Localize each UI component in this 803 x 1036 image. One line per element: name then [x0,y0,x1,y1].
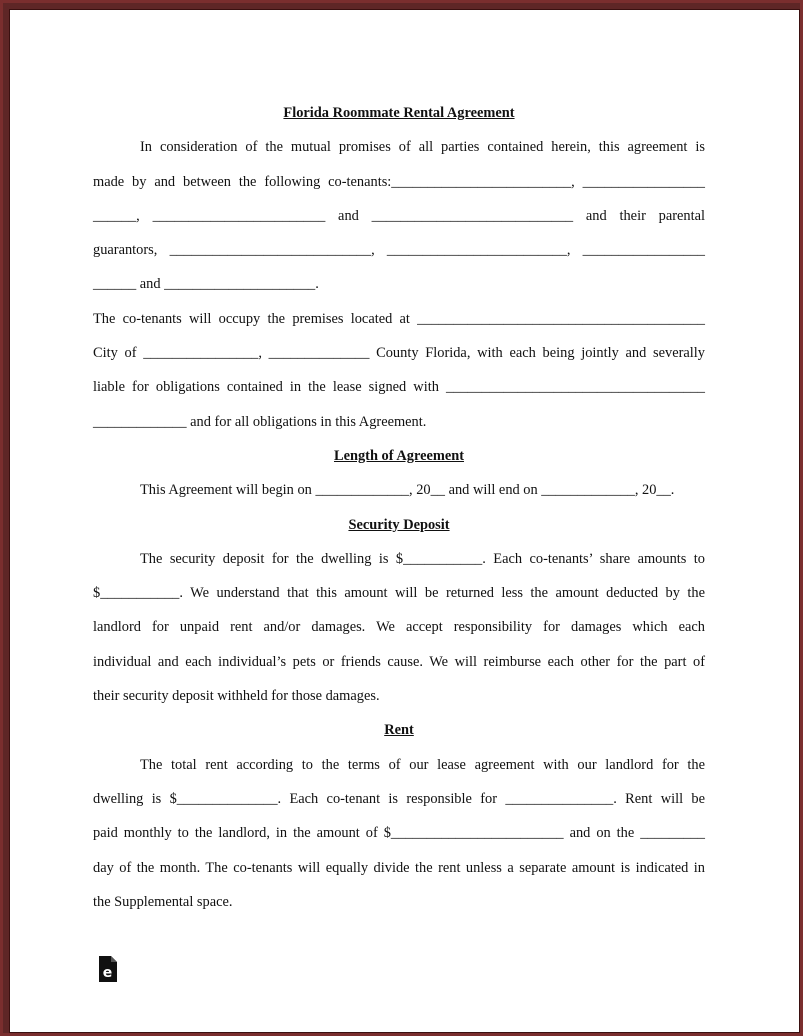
deposit-line-5: their security deposit withheld for those damages. [93,688,380,705]
rent-line-2: dwelling is $______________. Each co-tenant is responsible for _______________. Rent will be [93,790,705,807]
rent-line-3: paid monthly to the landlord, in the amount of $________________________ and on the _________ [93,825,705,842]
rent-line-4: day of the month. The co-tenants will equally divide the rent unless a separate amount is indicated in [93,859,705,876]
deposit-line-1: The security deposit for the dwelling is $___________. Each co-tenants’ share amounts to [140,550,705,567]
deposit-line-2: $___________. We understand that this amount will be returned less the amount deducted by the [93,585,705,602]
document-title: Florida Roommate Rental Agreement [283,105,515,121]
intro-line-3: ______, ________________________ and ____________________________ and their parental [93,207,705,224]
intro-line-1: In consideration of the mutual promises of all parties contained herein, this agreement is [140,139,705,156]
eforms-logo-icon [98,955,118,983]
rent-line-5: the Supplemental space. [93,893,233,910]
deposit-line-4: individual and each individual’s pets or friends cause. We will reimburse each other for the part of [93,653,705,670]
intro-line-5: ______ and _____________________. [93,276,319,293]
intro-line-4: guarantors, ____________________________, _________________________, _________________ [93,242,705,259]
premises-line-3: liable for obligations contained in the lease signed with ____________________________________ [93,379,705,396]
logo-letter: e [102,965,113,981]
rent-heading: Rent [384,722,414,739]
premises-line-1: The co-tenants will occupy the premises located at ________________________________________ [93,310,705,327]
deposit-heading: Security Deposit [348,516,450,533]
premises-line-4: _____________ and for all obligations in this Agreement. [93,413,427,430]
intro-line-2: made by and between the following co-tenants:_________________________, _________________ [93,173,705,190]
length-heading: Length of Agreement [333,447,465,464]
length-line-1: This Agreement will begin on _____________, 20__ and will end on _____________, 20__. [140,482,675,499]
premises-line-2: City of ________________, ______________ County Florida, with each being jointly and severally [93,345,705,362]
rent-line-1: The total rent according to the terms of our lease agreement with our landlord for the [140,756,705,773]
deposit-line-3: landlord for unpaid rent and/or damages. We accept responsibility for damages which each [93,619,705,636]
document-body [93,96,705,919]
